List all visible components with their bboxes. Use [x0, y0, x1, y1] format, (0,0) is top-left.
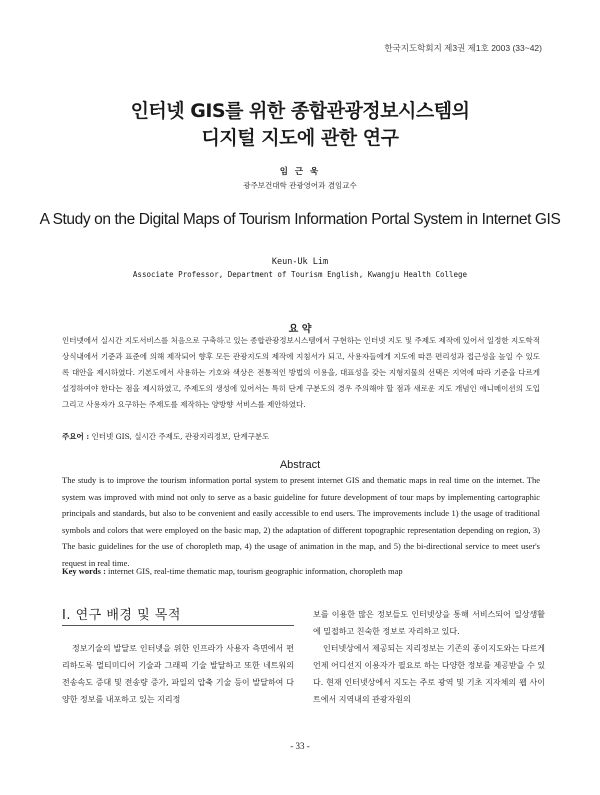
korean-keywords-list: 인터넷 GIS, 실시간 주제도, 관광지리정보, 단계구분도 [89, 432, 270, 441]
page-number: - 33 - [290, 741, 310, 751]
affiliation-english: Associate Professor, Department of Tourism English, Kwangju Health College [132, 270, 468, 279]
english-abstract-heading: Abstract [279, 459, 321, 471]
body-right-column [313, 606, 545, 708]
english-keywords [62, 566, 540, 576]
korean-keywords-label: 주요어 : [62, 432, 90, 441]
korean-title-line1: 인터넷 GIS를 위한 종합관광정보시스템의 [130, 100, 470, 122]
section-heading: Ⅰ. 연구 배경 및 목적 [62, 608, 181, 623]
english-title: A Study on the Digital Maps of Tourism Information Portal System in Internet GIS [39, 211, 561, 228]
journal-header: 한국지도학회지 제3권 제1호 2003 (33~42) [384, 43, 542, 53]
english-keywords-list: internet GIS, real-time thematic map, tourism geographic information, choropleth map [105, 566, 403, 576]
korean-title-line2: 디지털 지도에 관한 연구 [201, 127, 399, 149]
author-english: Keun-Uk Lim [271, 257, 329, 267]
english-abstract-text: The study is to improve the tourism information portal system to present internet GIS and thematic maps in real time on the internet. The system was improved with mind not only to serve as a basic guideline for future development of tour maps by implementing cartographic principals and standards, but also to be convenient and easily accessible to end users. The improvements include 1) the usage of traditional symbols and colors that were employed on the basic map, 2) the adaptation of different topographic representation depending on region, 3) The basic guidelines for the use of choropleth map, 4) the usage of animation in the map, and 5) the bi-directional service to meet user's request in real time. [62, 475, 540, 568]
author-korean: 임 근 욱 [279, 167, 321, 177]
korean-abstract-heading: 요 약 [288, 324, 312, 335]
body-left-column [62, 640, 294, 708]
body-paragraph: 정보기술의 발달로 인터넷을 위한 인프라가 사용자 측면에서 편리하도록 멀티미디어 기술과 그래픽 기술 발달하고 또한 네트워의 전송속도 증대 및 전송량 증가, 파일의 압축 기술 등이 발달하여 다양한 정보를 내포하고 있는 지리정 [62, 644, 294, 704]
korean-title [0, 98, 600, 152]
korean-keywords [62, 431, 540, 442]
section-divider [62, 625, 294, 626]
body-paragraph-continued: 보를 이용한 많은 정보들도 인터넷상을 통해 서비스되어 일상생활에 밀접하고 친숙한 정보로 자리하고 있다. [313, 610, 545, 636]
korean-abstract-text: 인터넷에서 실시간 지도서비스를 처음으로 구축하고 있는 종합관광정보시스템에서 구현하는 인터넷 지도 및 주제도 제작에 있어서 일정한 지도학적 상식내에서 기준과 표준에 의해 제작되어 향후 모든 관광지도의 제작에 지침서가 되고, 사용자들에게 지도에 따른 편리성과 접근성을 높일 수 있도록 대안을 제시하였다. 기본도에서 사용하는 기호와 색상은 전통적인 방법의 이용을, 대표성을 갖는 지형지물의 선택은 지역에 따라 기준을 다르게 설정하여야 한다는 점을 제시하였고, 주제도의 생성에 있어서는 특히 단계 구분도의 경우 주의해야 할 점과 새로운 지도 개념인 애니메이션의 도입 그리고 사용자가 요구하는 주제도를 제작하는 양방향 서비스를 제안하였다. [62, 336, 540, 409]
affiliation-korean: 광주보건대학 관광영어과 겸임교수 [243, 181, 357, 190]
english-keywords-label: Key words : [62, 566, 106, 576]
body-paragraph: 인터넷상에서 제공되는 지리정보는 기존의 종이지도와는 다르게 언제 어디선지 이용자가 필요로 하는 다양한 정보를 제공받을 수 있다. 현재 인터넷상에서 지도는 주로 광역 및 기초 지자체의 웹 사이트에서 지역내의 관광자원의 [313, 644, 545, 704]
